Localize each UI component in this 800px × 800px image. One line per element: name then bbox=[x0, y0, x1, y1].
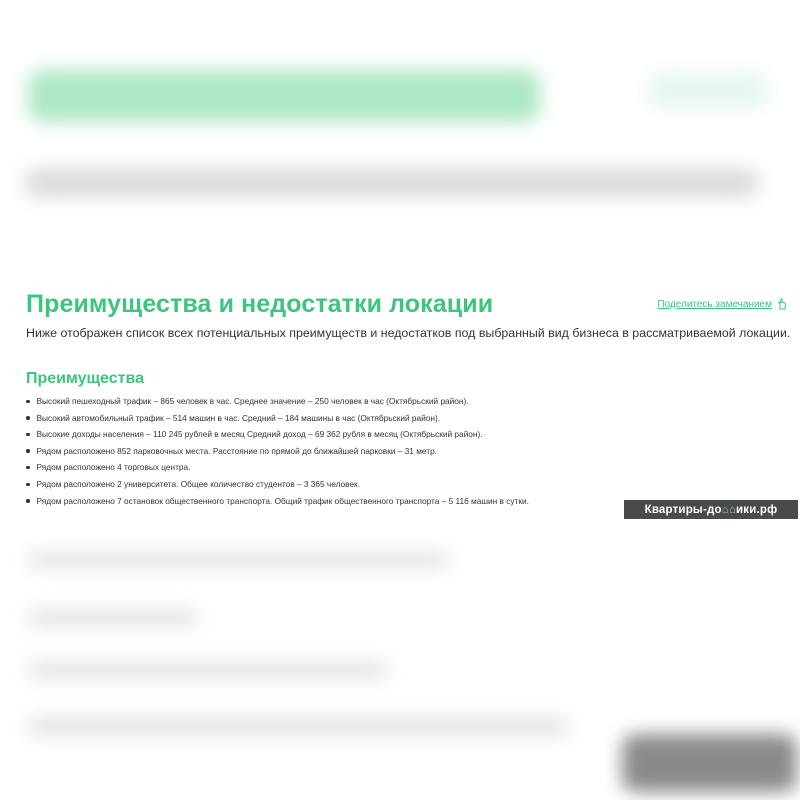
list-item bbox=[26, 410, 529, 427]
watermark-text-end: ики.рф bbox=[736, 503, 778, 516]
share-remark-link[interactable] bbox=[657, 298, 788, 310]
advantage-text: Высокий пешеходный трафик – 865 человек в час. Среднее значение – 250 человек в час (Октябрьский район). bbox=[36, 396, 469, 406]
list-item bbox=[26, 493, 529, 510]
location-pros-cons-section bbox=[0, 270, 800, 520]
advantages-heading: Преимущества bbox=[26, 370, 144, 387]
house-icon: ⌂⌂ bbox=[721, 503, 736, 516]
advantage-text: Рядом расположено 4 торговых центра. bbox=[36, 462, 191, 473]
blurred-text-line bbox=[28, 552, 448, 568]
advantage-text: Рядом расположено 2 университета. Общее количество студентов – 3 365 человек. bbox=[36, 478, 360, 489]
blurred-text-line bbox=[28, 718, 568, 736]
bullet-icon bbox=[26, 400, 30, 404]
blurred-text-line bbox=[28, 610, 198, 626]
bullet-icon bbox=[26, 466, 30, 470]
blurred-text-line bbox=[28, 662, 388, 678]
watermark-text-start: Квартиры-до bbox=[644, 503, 722, 516]
list-item bbox=[26, 476, 529, 493]
hand-pointer-icon bbox=[776, 298, 788, 310]
bullet-icon bbox=[26, 433, 30, 437]
bullet-icon bbox=[26, 483, 30, 487]
share-remark-label: Поделитесь замечанием bbox=[657, 298, 772, 310]
advantage-text: Рядом расположено 852 парковочных места. Расстояние по прямой до ближайшей парковки – 31 метр. bbox=[36, 445, 437, 456]
section-description: Ниже отображен список всех потенциальных преимуществ и недостатков под выбранный вид бизнеса в рассматриваемой локации. bbox=[26, 326, 791, 340]
bullet-icon bbox=[26, 499, 30, 503]
advantage-text: Рядом расположено 7 остановок общественного транспорта. Общий трафик общественного транспорта – 5 116 машин в сутки. bbox=[36, 495, 529, 506]
blurred-title-bar bbox=[28, 70, 540, 122]
section-title: Преимущества и недостатки локации bbox=[26, 290, 494, 318]
advantage-text: Высокие доходы населения – 110 245 рублей в месяц Средний доход – 69 362 рубля в месяц (Октябрьский район). bbox=[36, 429, 483, 440]
list-item bbox=[26, 393, 529, 410]
advantage-text: Высокий автомобильный трафик – 514 машин в час. Средний – 184 машины в час (Октябрьский район). bbox=[36, 412, 441, 423]
blurred-header-region bbox=[0, 0, 800, 262]
list-item bbox=[26, 459, 529, 476]
advantages-list bbox=[26, 393, 529, 509]
blurred-button bbox=[648, 72, 768, 108]
blurred-disadvantages-region bbox=[0, 522, 800, 800]
bullet-icon bbox=[26, 416, 30, 420]
site-watermark bbox=[624, 500, 798, 519]
list-item bbox=[26, 443, 529, 460]
bullet-icon bbox=[26, 449, 30, 453]
list-item bbox=[26, 426, 529, 443]
blurred-text-line bbox=[24, 168, 759, 198]
blurred-dark-button bbox=[622, 734, 797, 792]
